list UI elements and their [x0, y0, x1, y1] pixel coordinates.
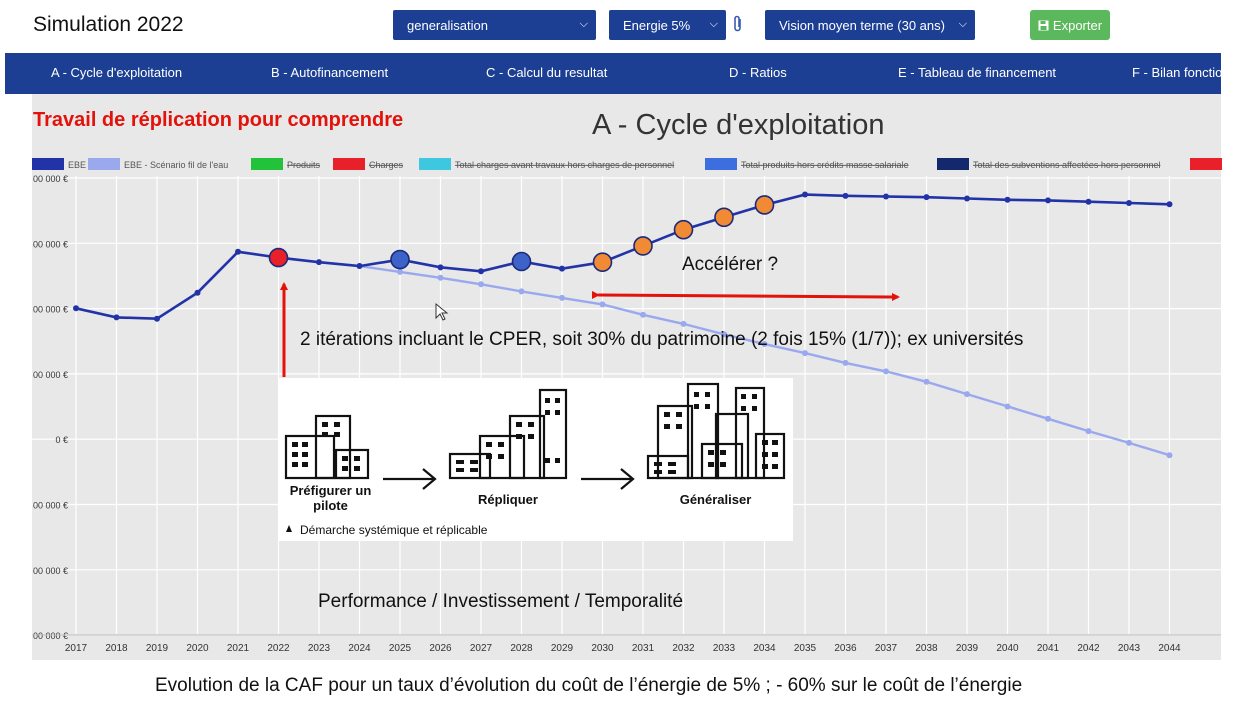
x-tick-label: 2018	[105, 643, 128, 654]
x-tick-label: 2041	[1036, 643, 1060, 654]
page-title: A - Cycle d'exploitation	[592, 109, 885, 141]
y-tick-label: 00 000 €	[32, 565, 68, 576]
data-point	[964, 195, 970, 201]
data-point	[438, 264, 444, 270]
legend-swatch	[251, 158, 283, 170]
chevron-down-icon: ⌵	[709, 18, 718, 30]
x-tick-label: 2035	[793, 643, 817, 654]
data-point	[1005, 197, 1011, 203]
line-chart	[32, 94, 1221, 660]
data-point	[559, 295, 565, 301]
data-point	[235, 249, 241, 255]
x-tick-label: 2026	[429, 643, 452, 654]
highlight-marker	[594, 253, 612, 271]
app-title: Simulation 2022	[33, 13, 184, 36]
legend-label: Total charges avant travaux hors charges de personnel	[455, 160, 675, 170]
data-point	[964, 391, 970, 397]
data-point	[883, 194, 889, 200]
x-tick-label: 2040	[996, 643, 1019, 654]
data-point	[1167, 201, 1173, 207]
data-point	[478, 268, 484, 274]
highlight-marker	[270, 249, 288, 267]
x-tick-label: 2043	[1117, 643, 1141, 654]
x-tick-label: 2034	[753, 643, 776, 654]
x-tick-label: 2021	[226, 643, 250, 654]
x-tick-label: 2027	[469, 643, 493, 654]
vision-select[interactable]	[765, 10, 975, 40]
y-tick-label: 00 000 €	[32, 369, 68, 380]
data-point	[114, 314, 120, 320]
energie-select-value: Energie 5%	[623, 17, 691, 33]
data-point	[478, 281, 484, 287]
x-tick-label: 2023	[307, 643, 331, 654]
data-point	[681, 321, 687, 327]
legend-label: Total produits hors crédits masse salariale	[741, 160, 909, 170]
highlight-marker	[756, 196, 774, 214]
arrow-right-icon	[581, 469, 633, 489]
chevron-down-icon: ⌵	[958, 18, 967, 30]
process-note: Démarche systémique et réplicable	[300, 523, 488, 537]
pilot-buildings-icon	[286, 416, 368, 478]
data-point	[924, 379, 930, 385]
data-point	[438, 275, 444, 281]
highlight-marker	[634, 237, 652, 255]
performance-annotation: Performance / Investissement / Temporalité	[318, 591, 684, 612]
paperclip-icon[interactable]	[733, 15, 743, 38]
x-tick-label: 2024	[348, 643, 371, 654]
x-tick-label: 2032	[672, 643, 695, 654]
legend-label: EBE - Scénario fil de l'eau	[124, 160, 229, 170]
y-tick-label: 00 000 €	[32, 174, 68, 184]
data-point	[843, 193, 849, 199]
replicate-buildings-icon	[450, 390, 566, 478]
x-tick-label: 2019	[145, 643, 169, 654]
replication-note: Travail de réplication pour comprendre	[33, 109, 404, 131]
data-point	[357, 263, 363, 269]
step-generaliser: Généraliser	[679, 492, 752, 507]
legend-swatch	[333, 158, 365, 170]
data-point	[1126, 200, 1132, 206]
chevron-down-icon: ⌵	[579, 18, 588, 30]
x-tick-label: 2025	[388, 643, 412, 654]
data-point	[1126, 440, 1132, 446]
tab-cycle-exploitation[interactable]: A - Cycle d'exploitation	[51, 65, 183, 80]
x-tick-label: 2036	[834, 643, 857, 654]
process-diagram	[278, 378, 793, 541]
data-point	[316, 259, 322, 265]
arrow-right-icon	[383, 469, 435, 489]
x-tick-label: 2030	[591, 643, 614, 654]
highlight-marker	[675, 221, 693, 239]
highlight-marker	[715, 208, 733, 226]
legend-label: Total des subventions affectées hors personnel	[973, 160, 1161, 170]
export-label: Exporter	[1052, 17, 1103, 33]
figure-caption: Evolution de la CAF pour un taux d’évolution du coût de l’énergie de 5% ; - 60% sur le coût de l’énergie	[155, 675, 1023, 696]
legend-label: EBE	[68, 160, 87, 170]
y-tick-label: 0 €	[55, 435, 68, 446]
energie-select[interactable]	[609, 10, 726, 40]
data-point	[1167, 452, 1173, 458]
legend-swatch	[705, 158, 737, 170]
data-point	[195, 290, 201, 296]
data-point	[802, 192, 808, 198]
accelerate-annotation: Accélérer ?	[682, 254, 779, 275]
legend-swatch	[1190, 158, 1222, 170]
data-point	[1045, 197, 1051, 203]
data-point	[1086, 428, 1092, 434]
x-tick-label: 2033	[712, 643, 736, 654]
legend-swatch	[32, 158, 64, 170]
save-icon	[1038, 20, 1049, 31]
x-tick-label: 2028	[510, 643, 533, 654]
ebe-series-line	[76, 195, 1170, 319]
tab-bar	[5, 53, 1247, 94]
highlight-marker	[513, 253, 531, 271]
data-point	[397, 269, 403, 275]
data-point	[519, 288, 525, 294]
scenario-select[interactable]	[393, 10, 596, 40]
data-point	[1005, 403, 1011, 409]
y-tick-label: 00 000 €	[32, 304, 68, 315]
x-tick-label: 2017	[64, 643, 88, 654]
x-tick-label: 2031	[631, 643, 655, 654]
scenario-select-value: generalisation	[407, 17, 488, 33]
highlight-marker	[391, 251, 409, 269]
data-point	[1045, 416, 1051, 422]
x-tick-label: 2042	[1077, 643, 1100, 654]
x-tick-label: 2037	[874, 643, 898, 654]
data-point	[73, 305, 79, 311]
data-point	[640, 312, 646, 318]
vision-select-value: Vision moyen terme (30 ans)	[779, 17, 945, 33]
iterations-annotation: 2 itérations incluant le CPER, soit 30% du patrimoine (2 fois 15% (1/7)); ex universités	[300, 329, 1024, 350]
x-tick-label: 2039	[955, 643, 979, 654]
y-tick-label: 00 000 €	[32, 500, 68, 511]
data-point	[154, 316, 160, 322]
chart-panel	[32, 94, 1221, 660]
x-tick-label: 2020	[186, 643, 209, 654]
triangle-icon	[286, 525, 292, 532]
tab-autofinancement[interactable]: B - Autofinancement	[271, 65, 389, 80]
step-prefigurer: Préfigurer un pilote	[289, 483, 372, 513]
data-point	[1086, 199, 1092, 205]
tab-bilan-fonctionnel[interactable]: F - Bilan fonctionnel	[1132, 65, 1247, 80]
export-button[interactable]	[1030, 10, 1110, 40]
y-tick-label: 00 000 €	[32, 239, 68, 250]
data-point	[883, 368, 889, 374]
legend-label: Produits	[287, 160, 321, 170]
legend-swatch	[937, 158, 969, 170]
data-point	[559, 266, 565, 272]
legend-label: Charges	[369, 160, 404, 170]
y-tick-label: 00 000 €	[32, 631, 68, 642]
data-point	[843, 360, 849, 366]
x-tick-label: 2038	[915, 643, 938, 654]
x-tick-label: 2022	[267, 643, 290, 654]
legend-swatch	[419, 158, 451, 170]
data-point	[600, 301, 606, 307]
tab-ratios[interactable]: D - Ratios	[729, 65, 787, 80]
generalize-buildings-icon	[648, 384, 784, 478]
legend-swatch	[88, 158, 120, 170]
x-tick-label: 2029	[550, 643, 574, 654]
step-repliquer: Répliquer	[478, 492, 538, 507]
data-point	[924, 194, 930, 200]
tab-calcul-resultat[interactable]: C - Calcul du resultat	[486, 65, 608, 80]
data-point	[802, 350, 808, 356]
x-tick-label: 2044	[1158, 643, 1181, 654]
tab-tableau-financement[interactable]: E - Tableau de financement	[898, 65, 1057, 80]
